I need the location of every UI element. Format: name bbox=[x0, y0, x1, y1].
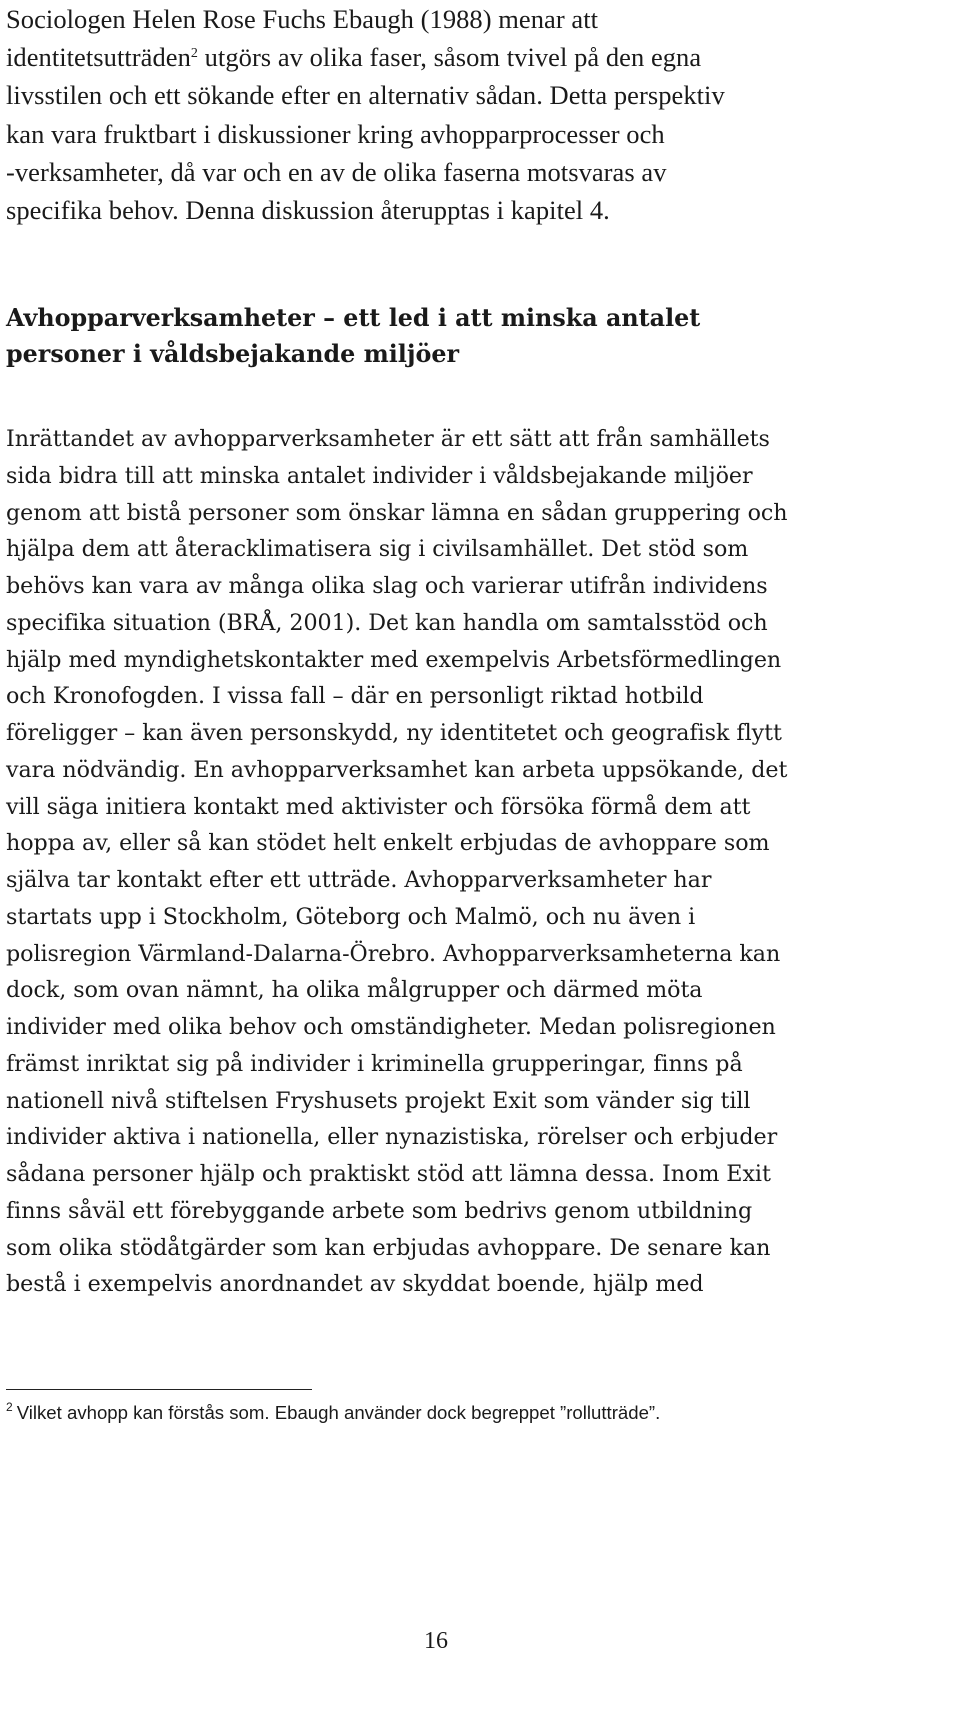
text-line: specifika situation (BRÅ, 2001). Det kan handla om samtalsstöd och bbox=[6, 609, 768, 636]
footnote bbox=[6, 1400, 951, 1426]
text-line: vara nödvändig. En avhopparverksamhet kan arbeta uppsökande, det bbox=[6, 756, 788, 783]
text-line: själva tar kontakt efter ett utträde. Avhopparverksamheter har bbox=[6, 867, 712, 893]
text-line: -verksamheter, då var och en av de olika faserna motsvaras av bbox=[6, 156, 667, 187]
text-line: specifika behov. Denna diskussion återupptas i kapitel 4. bbox=[6, 195, 610, 226]
body-paragraph bbox=[6, 421, 956, 1303]
text-line: finns såväl ett förebyggande arbete som bedrivs genom utbildning bbox=[6, 1197, 753, 1224]
text-line: hjälpa dem att återacklimatisera sig i civilsamhället. Det stöd som bbox=[6, 536, 749, 563]
text-line bbox=[6, 38, 951, 76]
text-line: vill säga initiera kontakt med aktivister och försöka förmå dem att bbox=[6, 793, 751, 820]
text-line: Inrättandet av avhopparverksamheter är ett sätt att från samhällets bbox=[6, 426, 770, 452]
text-fragment: identitetsutträden bbox=[6, 42, 191, 73]
text-line: genom att bistå personer som önskar lämna en sådan gruppering och bbox=[6, 499, 788, 526]
text-line: som olika stödåtgärder som kan erbjudas avhoppare. De senare kan bbox=[6, 1234, 771, 1261]
text-line: dock, som ovan nämnt, ha olika målgrupper och därmed möta bbox=[6, 977, 703, 1004]
text-line: individer med olika behov och omständigheter. Medan polisregionen bbox=[6, 1014, 776, 1040]
footnote-reference[interactable]: 2 bbox=[190, 46, 198, 62]
text-line: och Kronofogden. I vissa fall – där en personligt riktad hotbild bbox=[6, 683, 704, 710]
text-fragment: utgörs av olika faser, såsom tvivel på den egna bbox=[204, 42, 702, 73]
heading-line: personer i våldsbejakande miljöer bbox=[6, 340, 460, 368]
footnote-text: Vilket avhopp kan förstås som. Ebaugh använder dock begreppet ”rollutträde”. bbox=[16, 1402, 661, 1423]
text-line: startats upp i Stockholm, Göteborg och Malmö, och nu även i bbox=[6, 903, 696, 930]
text-line: polisregion Värmland-Dalarna-Örebro. Avhopparverksamheterna kan bbox=[6, 940, 781, 967]
footnote-separator bbox=[6, 1389, 312, 1390]
text-line: främst inriktat sig på individer i kriminella grupperingar, finns på bbox=[6, 1050, 743, 1077]
footnote-marker: 2 bbox=[6, 1400, 13, 1414]
text-line: individer aktiva i nationella, eller nynazistiska, rörelser och erbjuder bbox=[6, 1124, 778, 1151]
text-line: hoppa av, eller så kan stödet helt enkelt erbjudas de avhoppare som bbox=[6, 830, 770, 857]
heading-line: Avhopparverksamheter – ett led i att minska antalet bbox=[6, 304, 701, 332]
text-line: hjälp med myndighetskontakter med exempelvis Arbetsförmedlingen bbox=[6, 646, 782, 673]
text-line: sådana personer hjälp och praktiskt stöd att lämna dessa. Inom Exit bbox=[6, 1161, 771, 1187]
text-line: kan vara fruktbart i diskussioner kring avhopparprocesser och bbox=[6, 118, 665, 149]
text-line: nationell nivå stiftelsen Fryshusets projekt Exit som vänder sig till bbox=[6, 1087, 751, 1114]
intro-paragraph bbox=[6, 0, 951, 229]
page-number: 16 bbox=[424, 1628, 448, 1654]
text-line: föreligger – kan även personskydd, ny identitetet och geografisk flytt bbox=[6, 720, 782, 746]
text-line: behövs kan vara av många olika slag och varierar utifrån individens bbox=[6, 573, 768, 599]
section-heading bbox=[6, 300, 951, 372]
text-line: sida bidra till att minska antalet individer i våldsbejakande miljöer bbox=[6, 462, 753, 489]
text-line: bestå i exempelvis anordnandet av skyddat boende, hjälp med bbox=[6, 1271, 704, 1298]
text-line: livsstilen och ett sökande efter en alternativ sådan. Detta perspektiv bbox=[6, 80, 725, 111]
text-line: Sociologen Helen Rose Fuchs Ebaugh (1988) menar att bbox=[6, 4, 599, 34]
